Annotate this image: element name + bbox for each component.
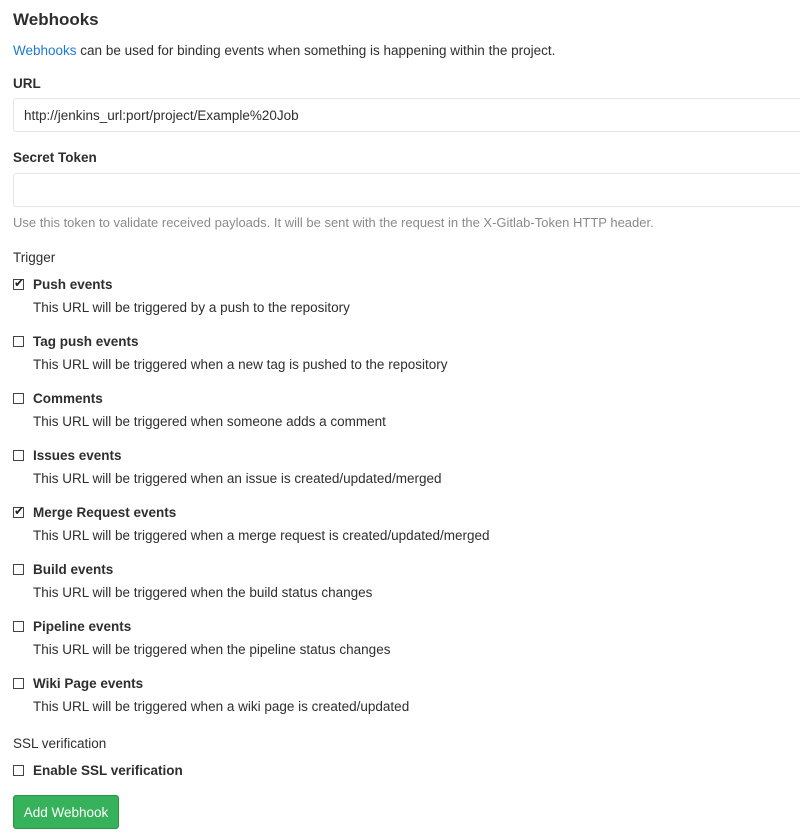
secret-token-input[interactable]	[13, 173, 800, 207]
comments-description: This URL will be triggered when someone adds a comment	[33, 414, 386, 429]
ssl-option	[13, 761, 773, 779]
pipeline-events-description: This URL will be triggered when the pipeline status changes	[33, 642, 391, 657]
tag-push-events-description: This URL will be triggered when a new tag is pushed to the repository	[33, 357, 448, 372]
wiki-page-events-checkbox[interactable]	[13, 678, 24, 689]
trigger-label: Trigger	[13, 250, 56, 265]
push-events-checkbox[interactable]	[13, 275, 25, 290]
tag-push-events-label[interactable]: Tag push events	[33, 333, 139, 349]
secret-token-label: Secret Token	[13, 150, 97, 165]
issues-events-checkbox[interactable]	[13, 450, 24, 461]
add-webhook-button[interactable]: Add Webhook	[13, 795, 119, 829]
tag-push-events-checkbox[interactable]	[13, 336, 24, 347]
trigger-option-tag-push	[13, 332, 773, 372]
trigger-option-comments	[13, 389, 773, 429]
url-input[interactable]	[13, 98, 800, 132]
trigger-option-push	[13, 275, 773, 315]
wiki-page-events-label[interactable]: Wiki Page events	[33, 675, 144, 691]
ssl-verification-label: SSL verification	[13, 736, 107, 751]
push-events-label[interactable]: Push events	[33, 276, 113, 292]
build-events-label[interactable]: Build events	[33, 561, 114, 577]
intro-description: can be used for binding events when something is happening within the project.	[76, 43, 556, 58]
intro-text	[13, 43, 555, 58]
url-label: URL	[13, 76, 41, 91]
issues-events-label[interactable]: Issues events	[33, 447, 122, 463]
trigger-option-merge-request	[13, 503, 773, 543]
build-events-checkbox[interactable]	[13, 564, 24, 575]
merge-request-events-checkbox[interactable]	[13, 503, 25, 518]
push-events-description: This URL will be triggered by a push to the repository	[33, 300, 350, 315]
wiki-page-events-description: This URL will be triggered when a wiki page is created/updated	[33, 699, 410, 714]
trigger-option-pipeline	[13, 617, 773, 657]
trigger-option-wiki-page	[13, 674, 773, 714]
checkmark-icon: ✔	[14, 503, 25, 518]
merge-request-events-description: This URL will be triggered when a merge request is created/updated/merged	[33, 528, 490, 543]
secret-token-help-text: Use this token to validate received payloads. It will be sent with the request in the X-Gitlab-Token HTTP header.	[13, 215, 654, 230]
issues-events-description: This URL will be triggered when an issue is created/updated/merged	[33, 471, 442, 486]
webhooks-help-link[interactable]: Webhooks	[13, 43, 77, 58]
comments-label[interactable]: Comments	[33, 390, 103, 406]
pipeline-events-label[interactable]: Pipeline events	[33, 618, 132, 634]
trigger-option-issues	[13, 446, 773, 486]
enable-ssl-verification-checkbox[interactable]	[13, 765, 24, 776]
build-events-description: This URL will be triggered when the build status changes	[33, 585, 373, 600]
page-title: Webhooks	[13, 10, 99, 29]
comments-checkbox[interactable]	[13, 393, 24, 404]
pipeline-events-checkbox[interactable]	[13, 621, 24, 632]
enable-ssl-verification-label[interactable]: Enable SSL verification	[33, 762, 183, 778]
checkmark-icon: ✔	[14, 275, 25, 290]
trigger-option-build	[13, 560, 773, 600]
merge-request-events-label[interactable]: Merge Request events	[33, 504, 177, 520]
